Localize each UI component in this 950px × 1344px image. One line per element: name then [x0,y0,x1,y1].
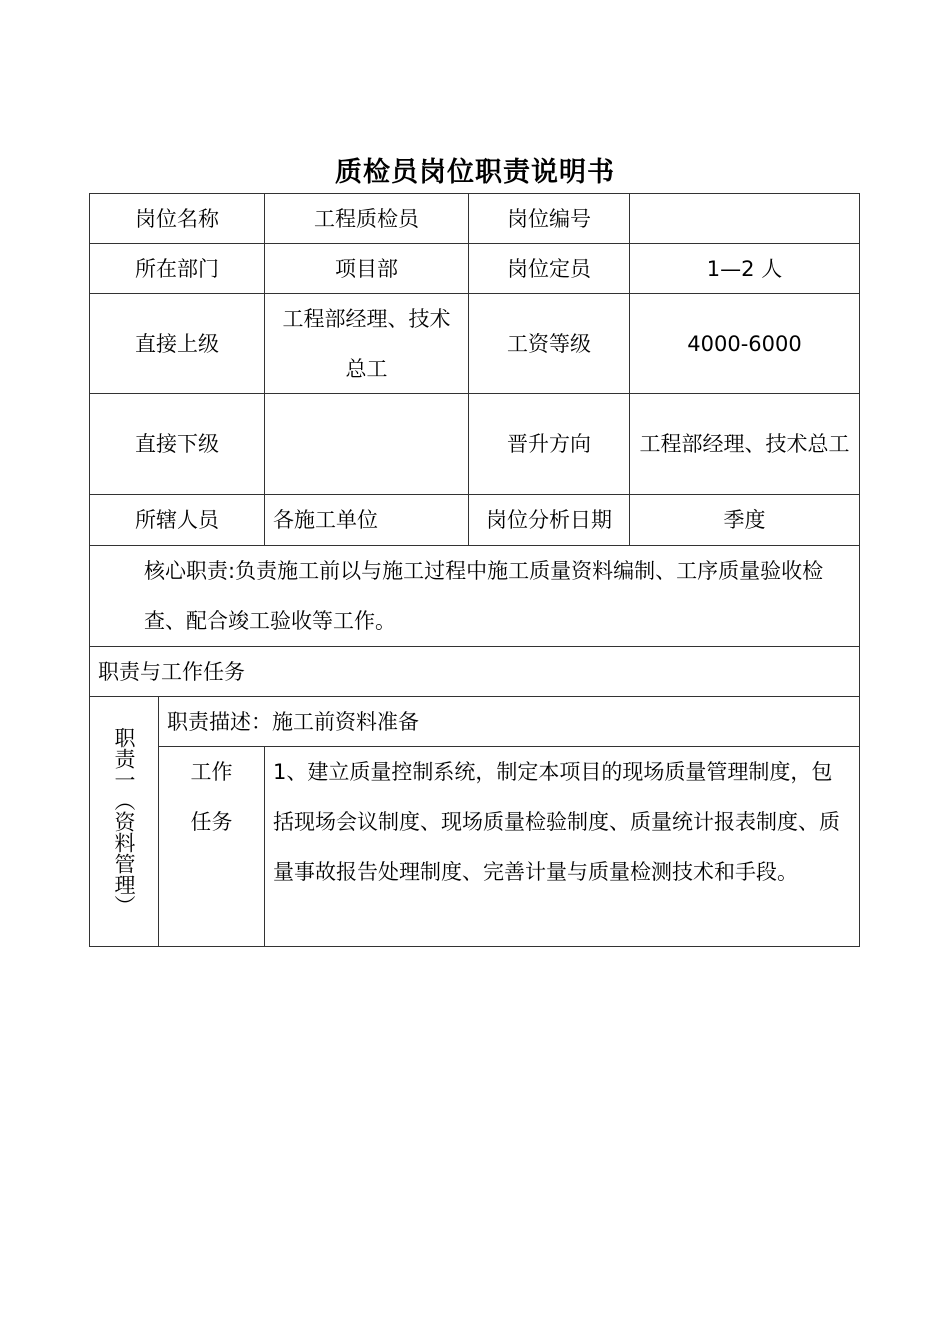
department-label: 所在部门 [89,243,265,294]
department-value: 项目部 [264,243,469,294]
analysis-date-value: 季度 [629,494,860,546]
promotion-label: 晋升方向 [468,393,630,495]
salary-value: 4000-6000 [629,293,860,394]
staff-label: 所辖人员 [89,494,265,546]
superior-label: 直接上级 [89,293,265,394]
salary-label: 工资等级 [468,293,630,394]
task-label: 工作任务 [158,746,265,947]
position-name-value: 工程质检员 [264,193,469,244]
task-text: 1、建立质量控制系统，制定本项目的现场质量管理制度，包括现场会议制度、现场质量检验制度、质量统计报表制度、质量事故报告处理制度、完善计量与质量检测技术和手段。 [264,746,860,947]
duties-header: 职责与工作任务 [89,646,860,697]
duty-one-label: 职责一（资料管理） [112,727,136,916]
subordinate-value [264,393,469,495]
headcount-label: 岗位定员 [468,243,630,294]
promotion-value: 工程部经理、技术总工 [629,393,860,495]
duty-one-description: 职责描述：施工前资料准备 [158,696,860,747]
document-title: 质检员岗位职责说明书 [335,157,615,188]
headcount-value: 1—2 人 [629,243,860,294]
core-duty: 核心职责:负责施工前以与施工过程中施工质量资料编制、工序质量验收检查、配合竣工验收等工作。 [89,545,860,647]
analysis-date-label: 岗位分析日期 [468,494,630,546]
subordinate-label: 直接下级 [89,393,265,495]
staff-value: 各施工单位 [264,494,469,546]
position-no-value [629,193,860,244]
position-no-label: 岗位编号 [468,193,630,244]
superior-value: 工程部经理、技术总工 [264,293,469,394]
position-name-label: 岗位名称 [89,193,265,244]
duty-one-label-cell [89,696,159,947]
